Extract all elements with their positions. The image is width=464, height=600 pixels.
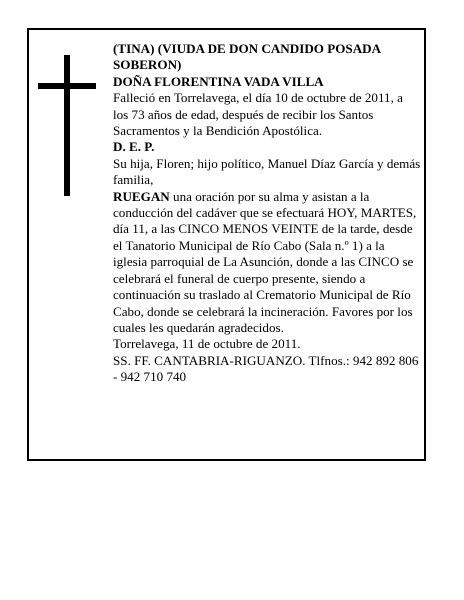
request-details: una oración por su alma y asistan a la conducción del cadáver que se efectuará HOY, MARTES, día 11, a las CINCO MENOS VEINTE de la tarde, desde el Tanatorio Municipal de Río Cabo (Sala n.º 1) a la iglesia parroquial de La Asunción, donde a las CINCO se celebrará el funeral de cuerpo presente, siendo a continuación su traslado al Crematorio Municipal de Río Cabo, donde se celebrará la incineración. Favores por los cuales les quedarán agradecidos. (113, 188, 417, 335)
cross-horizontal-bar (38, 83, 96, 89)
deceased-alias: (TINA) (VIUDA DE DON CANDIDO POSADA SOBERON) (113, 41, 381, 73)
request-keyword: RUEGAN (113, 188, 170, 204)
place-and-date: Torrelavega, 11 de octubre de 2011. (113, 336, 301, 352)
family-members: Su hija, Floren; hijo político, Manuel Díaz García y demás familia, (113, 155, 421, 188)
rest-in-peace: D. E. P. (113, 139, 155, 155)
death-statement: Falleció en Torrelavega, el día 10 de octubre de 2011, a los 73 años de edad, después de recibir los Santos Sacramentos y la Bendición Apostólica. (113, 90, 403, 139)
funeral-request (113, 189, 421, 337)
obituary-text (113, 41, 421, 386)
deceased-name: DOÑA FLORENTINA VADA VILLA (113, 73, 324, 89)
funeral-home-contact: SS. FF. CANTABRIA-RIGUANZO. Tlfnos.: 942 892 806 - 942 710 740 (113, 352, 419, 385)
cross-vertical-bar (64, 55, 70, 196)
